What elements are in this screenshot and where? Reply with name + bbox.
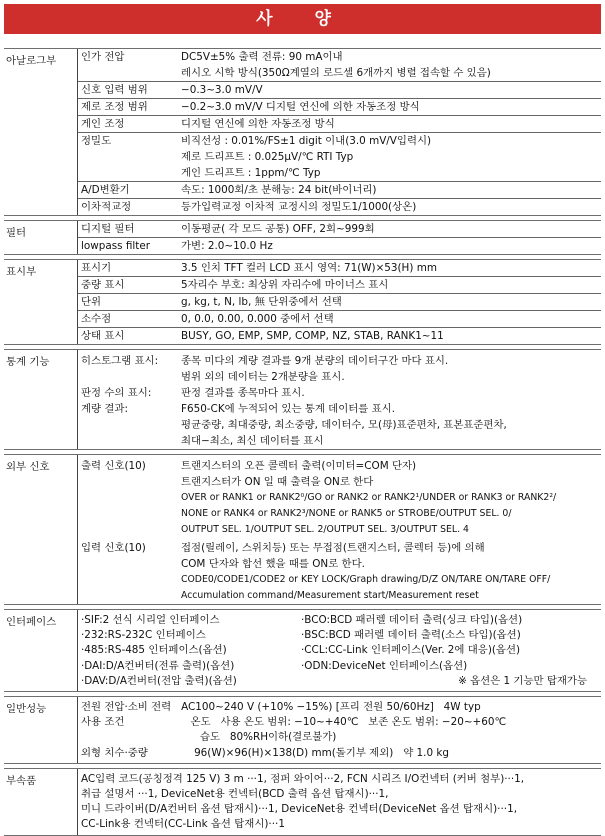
- spec-table: [4, 48, 601, 836]
- spec-value: [181, 277, 601, 293]
- column-divider: [77, 350, 78, 449]
- interface-row: [81, 643, 597, 658]
- spec-value: [181, 82, 601, 98]
- spec-row: [78, 310, 601, 327]
- spec-value: [181, 199, 601, 215]
- section-category: 인터페이스: [6, 616, 57, 628]
- interface-row: [81, 659, 597, 674]
- spec-value: [181, 221, 601, 237]
- spec-value: [181, 311, 601, 327]
- section-rows: [78, 697, 601, 763]
- spec-value: [181, 238, 601, 254]
- spec-label: 인가 전압: [81, 51, 125, 63]
- spec-row: [78, 385, 601, 401]
- spec-row: [78, 293, 601, 310]
- spec-value-line: 트랜지스터가 ON 일 때 출력을 ON로 한다: [181, 476, 374, 488]
- interface-item: ·ODN:DeviceNet 인터페이스(옵션): [301, 659, 468, 672]
- spec-label: 이차적교정: [81, 201, 132, 213]
- column-divider: [77, 49, 78, 215]
- section-rows: [78, 49, 601, 215]
- spec-row: [78, 181, 601, 198]
- spec-label: 중량 표시: [81, 279, 125, 291]
- spec-row: [78, 350, 601, 385]
- section-rows: [78, 610, 601, 691]
- spec-value: [181, 182, 601, 198]
- spec-label: 출력 신호(10): [81, 460, 146, 472]
- spec-row: [78, 198, 601, 215]
- accessories-line: 취급 설명서 ···1, DeviceNet용 컨넥터(BCD 출력 옵션 탑재시)···1,: [81, 788, 389, 801]
- option-note: ※ 옵션은 1 기능만 탑재가능: [458, 674, 587, 687]
- spec-label: 소수점: [81, 313, 112, 325]
- spec-value-line: 게인 드리프트 : 1ppm/℃ Typ: [181, 167, 321, 179]
- signal-list-line: Accumulation command/Measurement start/Measurement reset: [181, 590, 479, 601]
- spec-value-line: DC5V±5% 출력 전류: 90 mA이내: [181, 51, 343, 63]
- section-rows: [78, 260, 601, 344]
- spec-value: [181, 116, 601, 132]
- spec-title-banner: [4, 4, 601, 34]
- spec-row: [78, 221, 601, 237]
- accessories-line: CC-Link용 컨넥터(CC-Link 옵션 탑재시)···1: [81, 818, 285, 831]
- spec-value-line: g, kg, t, N, lb, 無 단위중에서 선택: [181, 296, 342, 308]
- signal-list-line: OVER or RANK1 or RANK2⁰/GO or RANK2 or RANK2¹/UNDER or RANK3 or RANK2²/: [181, 492, 557, 503]
- spec-value: [181, 294, 601, 310]
- section-accessories: [4, 768, 601, 836]
- spec-row: [78, 260, 601, 276]
- interface-row: [81, 613, 597, 628]
- spec-label: 히스토그램 표시:: [81, 355, 159, 367]
- interface-row: [81, 674, 597, 689]
- spec-value-line: BUSY, GO, EMP, SMP, COMP, NZ, STAB, RANK1~11: [181, 330, 444, 342]
- general-text: [78, 697, 601, 763]
- column-divider: [77, 697, 78, 763]
- general-line: 외형 치수·중량 96(W)×96(H)×138(D) mm(돌기부 제외) 약 1.0 kg: [81, 746, 450, 759]
- spec-label: 제로 조정 범위: [81, 101, 148, 113]
- interface-item: ·SIF:2 선식 시리얼 인터페이스: [81, 614, 220, 626]
- signal-list-line: OUTPUT SEL. 1/OUTPUT SEL. 2/OUTPUT SEL. 3/OUTPUT SEL. 4: [181, 524, 469, 535]
- interface-item: ·BCO:BCD 패러렐 데이터 출력(싱크 타입)(옵션): [301, 614, 523, 626]
- general-line: 사용 조건 온도 사용 온도 범위: −10~+40℃ 보존 온도 범위: −20~+60℃: [81, 716, 507, 729]
- general-line: 전원 전압·소비 전력 AC100~240 V (+10% −15%) [프리 전원 50/60Hz] 4W typ: [81, 701, 481, 714]
- spec-label: 정밀도: [81, 135, 112, 147]
- spec-row: [78, 98, 601, 115]
- spec-row: [78, 237, 601, 254]
- spec-row: [78, 276, 601, 293]
- section-category: 아날로그부: [6, 55, 57, 67]
- section-rows: [78, 455, 601, 604]
- section-category: 부속품: [6, 774, 37, 787]
- section-rows: [78, 350, 601, 449]
- spec-label: 디지털 필터: [81, 223, 135, 235]
- spec-label: 신호 입력 범위: [81, 84, 148, 96]
- spec-row: [78, 327, 601, 344]
- section-category: 일반성능: [6, 703, 47, 716]
- spec-value-line: 가변: 2.0~10.0 Hz: [181, 240, 273, 252]
- accessories-line: 미니 드라이버(D/A컨버터 옵션 탑재시)···1, DeviceNet용 컨넥터(DeviceNet 옵션 탑재시)···1,: [81, 803, 517, 816]
- spec-row: [78, 115, 601, 132]
- interface-item: ·232:RS-232C 인터페이스: [81, 629, 206, 642]
- spec-value-line: 평균중량, 최대중량, 최소중량, 데이터수, 모(母)표준편차, 표본표준편차,: [181, 419, 507, 431]
- spec-label: 입력 신호(10): [81, 542, 146, 554]
- general-line: 습도 80%RH이하(결로불가): [81, 731, 337, 744]
- spec-value: [181, 328, 601, 344]
- spec-value: [181, 99, 601, 115]
- spec-title: 사 양: [256, 9, 349, 29]
- spec-value: [181, 538, 601, 604]
- spec-value: [181, 385, 601, 401]
- section-stats: [4, 349, 601, 450]
- section-category: 통계 기능: [6, 356, 50, 368]
- signal-list-line: CODE0/CODE1/CODE2 or KEY LOCK/Graph drawing/D/Z ON/TARE ON/TARE OFF/: [181, 574, 551, 585]
- spec-row: [78, 401, 601, 449]
- spec-value-line: COM 단자와 합선 했을 때를 ON로 한다.: [181, 558, 365, 570]
- spec-value: [181, 455, 601, 538]
- accessories-line: AC입력 코드(공칭정격 125 V) 3 m ···1, 점퍼 와이어···2, FCN 시리즈 I/O컨넥터 (커버 첨부)···1,: [81, 772, 525, 785]
- column-divider: [77, 455, 78, 604]
- spec-value: [181, 401, 601, 449]
- spec-label: 단위: [81, 296, 102, 308]
- accessories-text: [78, 769, 601, 835]
- section-category: 표시부: [6, 266, 37, 278]
- spec-value: [181, 49, 601, 81]
- spec-label: A/D변환기: [81, 184, 130, 196]
- spec-row: [78, 81, 601, 98]
- column-divider: [77, 221, 78, 254]
- column-divider: [77, 260, 78, 344]
- spec-value-line: 속도: 1000회/초 분해능: 24 bit(바이너리): [181, 184, 377, 196]
- spec-value-line: 제로 드리프트 : 0.025μV/℃ RTI Typ: [181, 151, 354, 163]
- spec-value: [181, 260, 601, 276]
- spec-value-line: F650-CK에 누적되어 있는 통계 데이터를 표시.: [181, 403, 396, 415]
- spec-value-line: 0, 0.0, 0.00, 0.000 중에서 선택: [181, 313, 334, 325]
- spec-row: [78, 49, 601, 81]
- section-category: 필터: [6, 227, 27, 239]
- section-interface: [4, 609, 601, 692]
- spec-label: 게인 조정: [81, 118, 125, 130]
- spec-row: [78, 132, 601, 181]
- spec-value-line: 이동평균( 각 모드 공통) OFF, 2회~999회: [181, 223, 375, 235]
- spec-value-line: 트랜지스터의 오픈 콜렉터 출력(이미터=COM 단자): [181, 460, 417, 472]
- signal-list-line: NONE or RANK4 or RANK2³/NONE or RANK5 or STROBE/OUTPUT SEL. 0/: [181, 508, 512, 519]
- spec-label: 표시기: [81, 262, 112, 274]
- interface-item: ·CCL:CC-Link 인터페이스(Ver. 2에 대응)(옵션): [301, 644, 521, 657]
- section-display: [4, 259, 601, 345]
- spec-value-line: 5자리수 부호: 최상위 자리수에 마이너스 표시: [181, 279, 389, 291]
- spec-value-line: 최대−최소, 최신 데이터를 표시: [181, 435, 324, 447]
- spec-value-line: 레시오 시학 방식(350Ω계열의 로드셀 6개까지 병렬 접속할 수 있음): [181, 67, 491, 79]
- spec-value-line: 디지털 연신에 의한 자동조정 방식: [181, 118, 335, 130]
- spec-label: 계량 결과:: [81, 403, 128, 415]
- interface-list: [78, 610, 601, 691]
- spec-value-line: −0.3~3.0 mV/V: [181, 84, 263, 96]
- column-divider: [77, 769, 78, 835]
- interface-item: ·BSC:BCD 패러렐 데이터 출력(소스 타입)(옵션): [301, 629, 521, 642]
- spec-value-line: 범위 외의 데이터는 2개분량을 표시.: [181, 371, 345, 383]
- interface-item: ·DAI:D/A컨버터(전류 출력)(옵션): [81, 659, 235, 672]
- section-filter: [4, 220, 601, 255]
- spec-value: [181, 350, 601, 385]
- spec-value-line: 3.5 인치 TFT 컬러 LCD 표시 영역: 71(W)×53(H) mm: [181, 262, 437, 274]
- spec-value-line: −0.2~3.0 mV/V 디지털 연신에 의한 자동조정 방식: [181, 101, 420, 113]
- spec-value-line: 접점(릴레이, 스위치등) 또는 무접점(트랜지스터, 콜렉터 등)에 의해: [181, 542, 485, 554]
- interface-item: ·485:RS-485 인터페이스(옵션): [81, 644, 227, 657]
- spec-row: [78, 455, 601, 538]
- interface-item: ·DAV:D/A컨버터(전압 출력)(옵션): [81, 674, 237, 687]
- section-rows: [78, 221, 601, 254]
- section-analog: [4, 48, 601, 216]
- spec-label: 판정 수의 표시:: [81, 387, 152, 399]
- section-category: 외부 신호: [6, 461, 50, 473]
- section-external: [4, 454, 601, 605]
- section-rows: [78, 769, 601, 835]
- spec-value-line: 등가입력교정 이차적 교정시의 정밀도1/1000(상온): [181, 201, 417, 213]
- column-divider: [77, 610, 78, 691]
- spec-value-line: 비직선성 : 0.01%/FS±1 digit 이내(3.0 mV/V입력시): [181, 135, 432, 147]
- spec-label: lowpass filter: [81, 240, 151, 252]
- spec-value-line: 종목 미다의 계량 결과를 9개 분량의 데이터구간 마다 표시.: [181, 355, 449, 367]
- interface-row: [81, 628, 597, 643]
- spec-label: 상태 표시: [81, 330, 125, 342]
- section-general: [4, 696, 601, 764]
- spec-value: [181, 133, 601, 181]
- spec-row: [78, 538, 601, 604]
- spec-value-line: 판정 결과를 종목마다 표시.: [181, 387, 305, 399]
